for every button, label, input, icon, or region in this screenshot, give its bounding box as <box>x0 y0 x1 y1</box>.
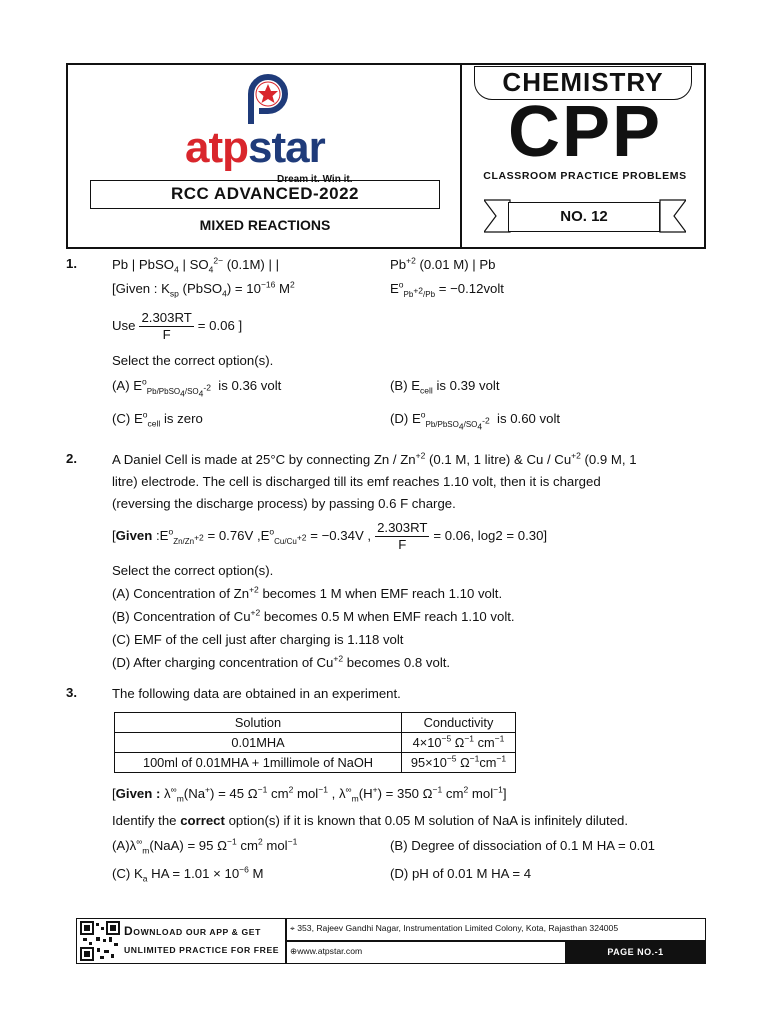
footer-download: DOWNLOAD OUR APP & GET <box>124 924 261 938</box>
header-divider <box>460 63 462 249</box>
table-row <box>115 753 516 773</box>
q1-option-a[interactable]: (A) $E^o_{Pb/PbSO_4/SO_4^{-2}}$ is 0.36 volt <box>112 376 282 399</box>
q1-cell-left: Pb | PbSO$_4$ | $SO_4^{2-}$ (0.1M) | | <box>112 255 280 275</box>
tagline: Dream it. Win it. <box>277 174 353 185</box>
q3-number: 3. <box>66 685 77 700</box>
subject-title: CHEMISTRY <box>474 66 692 100</box>
q1-electrode-potential: $E^o_{Pb^{+2}/Pb}$ = −0.12volt <box>390 279 504 299</box>
batch-title: RCC ADVANCED-2022 <box>90 180 440 209</box>
logo <box>90 70 440 185</box>
q2-given: [Given $:E^o_{Zn/Zn^{+2}} = 0.76V$ $,E^o_{Cu/Cu^{+2}} = -0.34V$ , $\frac{2.303RT}{F}$ = 0.06, log2 = 0.30] <box>112 520 548 552</box>
q3-option-b[interactable]: (B) Degree of dissociation of 0.1 M HA = 0.01 <box>390 838 655 853</box>
q1-use: Use $\frac{2.303RT}{F}$ = 0.06 ] <box>112 310 243 342</box>
q3-option-d[interactable]: (D) pH of 0.01 M HA = 4 <box>390 866 532 881</box>
page-number: PAGE NO.-1 <box>565 941 706 964</box>
table-cell: $4\times 10^{-5}$ $\Omega^{-1}$ $cm^{-1}$ <box>402 733 516 753</box>
q3-option-a[interactable]: $(A)\lambda^\infty_m(NaA) = 95$ $\Omega^{-1}$ $cm^2$ mol$^{-1}$ <box>112 836 298 856</box>
q3-option-c[interactable]: (C) $K_a$ HA = $1.01 \times 10^{-6}$ M <box>112 864 264 884</box>
q3-given: [Given : $\lambda^\infty_m(Na^+) = 45$ $\Omega^{-1}$ $cm^2$ mol$^{-1}$ , $\lambda^\infty_m(H^+) = 350$ $\Omega^{-1}$ $cm^2$ mol$^{-1}$] <box>112 784 507 804</box>
q2-option-b[interactable]: (B) Concentration of $Cu^{+2}$ becomes 0.5 M when EMF reach 1.10 volt. <box>112 607 515 624</box>
q1-option-b[interactable]: (B) $E_{cell}$ is 0.39 volt <box>390 378 500 396</box>
q3-data-table <box>114 712 516 773</box>
q2-paragraph: A Daniel Cell is made at 25°C by connecting Zn / $Zn^{+2}$ (0.1 M, 1 litre) & Cu / $Cu^{+2}$ (0.9 M, 1 litre) electrode. The cell is discharged till its emf reaches 1.10 volt, then it is charged (reversing the discharge process) by passing 0.6 F charge. <box>112 450 637 511</box>
table-cell: 100ml of 0.01MHA + 1millimole of NaOH <box>115 753 402 773</box>
cpp-full-title: CLASSROOM PRACTICE PROBLEMS <box>483 170 687 182</box>
q2-option-d[interactable]: (D) After charging concentration of $Cu^{+2}$ becomes 0.8 volt. <box>112 653 451 670</box>
table-cell: $95\times 10^{-5}$ $\Omega^{-1}cm^{-1}$ <box>402 753 516 773</box>
logo-pin-icon <box>245 72 291 128</box>
table-header-solution: Solution <box>115 713 402 733</box>
q2-option-c[interactable]: (C) EMF of the cell just after charging is 1.118 volt <box>112 632 404 647</box>
globe-icon: ⊕ <box>290 946 298 956</box>
q1-cell-right: $Pb^{+2}$ (0.01 M) | Pb <box>390 255 496 272</box>
q1-number: 1. <box>66 256 77 271</box>
q1-option-d[interactable]: (D) $E^o_{Pb/PbSO_4/SO_4^{-2}}$ is 0.60 volt <box>390 409 561 432</box>
location-icon: ⌖ <box>290 923 295 933</box>
table-header-conductivity: Conductivity <box>402 713 516 733</box>
q2-number: 2. <box>66 451 77 466</box>
q1-select: Select the correct option(s). <box>112 353 274 368</box>
qr-code-icon[interactable] <box>80 921 120 961</box>
cpp-title: CPP <box>507 92 663 172</box>
q2-select: Select the correct option(s). <box>112 563 274 578</box>
footer-practice: UNLIMITED PRACTICE FOR FREE <box>124 945 280 955</box>
footer-website[interactable]: ⊕www.atpstar.com <box>290 946 363 956</box>
logo-wordmark: atpstar <box>185 123 325 172</box>
q3-intro: The following data are obtained in an experiment. <box>112 686 401 701</box>
sheet-number: NO. 12 <box>508 202 660 232</box>
footer-address: ⌖ 353, Rajeev Gandhi Nagar, Instrumentation Limited Colony, Kota, Rajasthan 324005 <box>290 923 619 933</box>
q2-option-a[interactable]: (A) Concentration of $Zn^{+2}$ becomes 1 M when EMF reach 1.10 volt. <box>112 584 503 601</box>
q1-given: [Given : $K_{sp}$ (PbSO$_4$) = $10^{-16}$ $M^2$ <box>112 279 295 299</box>
table-cell: 0.01MHA <box>115 733 402 753</box>
q1-option-c[interactable]: (C) $E^o_{cell}$ is zero <box>112 409 203 429</box>
q3-identify: Identify the correct option(s) if it is known that 0.05 M solution of NaA is infinitely diluted. <box>112 813 629 828</box>
table-row <box>115 733 516 753</box>
topic-title: MIXED REACTIONS <box>199 217 331 233</box>
